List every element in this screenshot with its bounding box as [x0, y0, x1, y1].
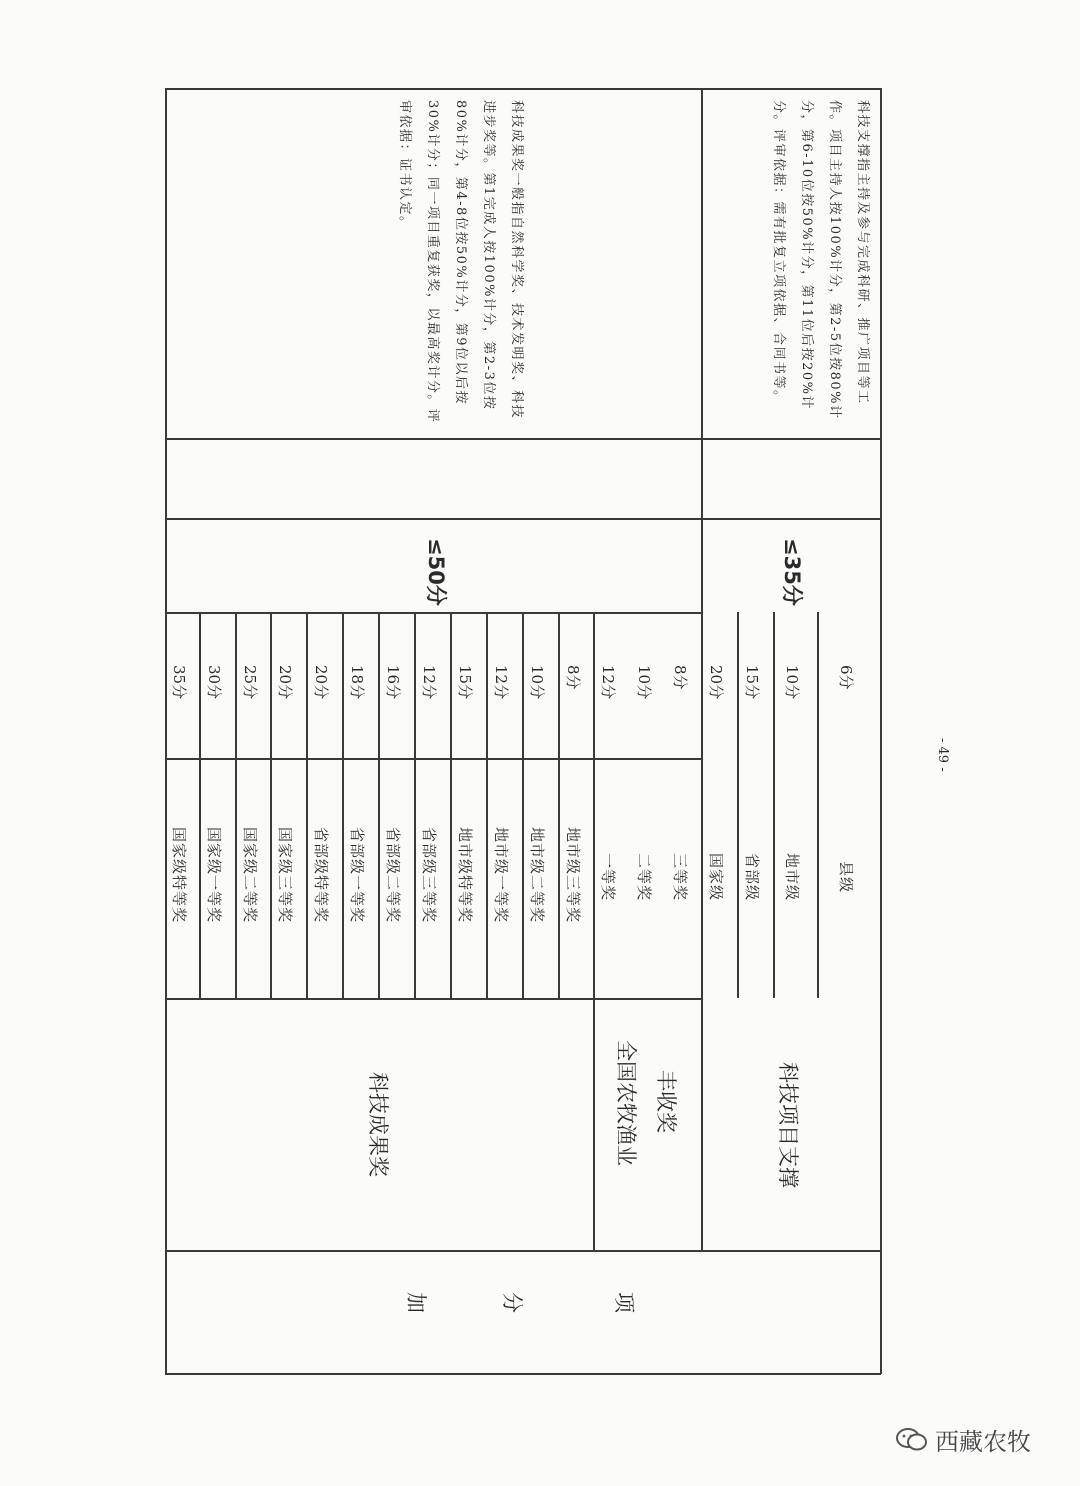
item-label: 三等奖: [671, 852, 689, 901]
item-score: 20分: [312, 665, 330, 700]
item-score: 20分: [707, 665, 725, 700]
group-name-sci-award: 科技成果奖: [366, 1072, 390, 1177]
group-name-project-support: 科技项目支撑: [776, 1062, 800, 1188]
item-label: 国家级三等奖: [276, 827, 294, 924]
item-label: 地市级特等奖: [456, 827, 474, 924]
item-score: 8分: [671, 665, 689, 690]
item-score: 15分: [456, 665, 474, 700]
page-number: - 49 -: [935, 738, 950, 772]
item-label: 地市级二等奖: [528, 827, 546, 924]
item-score: 8分: [563, 665, 582, 690]
item-score: 18分: [348, 665, 366, 700]
project-support-cap: ≤35分: [780, 538, 804, 606]
item-score: 6分: [836, 665, 855, 690]
item-score: 12分: [420, 665, 438, 700]
item-label: 省部级二等奖: [384, 827, 402, 924]
item-label: 地市级一等奖: [492, 827, 510, 924]
item-label: 国家级: [707, 852, 725, 901]
item-score: 16分: [384, 665, 402, 700]
item-label: 国家级二等奖: [240, 827, 259, 924]
section-label-1: 加: [404, 1292, 428, 1313]
item-score: 12分: [492, 665, 510, 700]
item-score: 10分: [528, 665, 546, 700]
item-label: 省部级三等奖: [420, 827, 438, 924]
section-label-2: 分: [500, 1292, 524, 1313]
item-label: 国家级特等奖: [170, 827, 188, 924]
item-score: 30分: [205, 665, 223, 700]
item-score: 15分: [743, 665, 761, 700]
item-label: 省部级一等奖: [348, 827, 366, 924]
watermark-text: 西藏农牧: [935, 1428, 1031, 1456]
sci-award-description: 科技成果奖一般指自然科学奖、技术发明奖、科技进步奖等。第1完成人按100%计分，第2-3位按80%计分，第4-8位按50%计分，第9位以后按30%计分；同一项目重复获奖，以最高奖计分。评审依据：证书认定。: [397, 100, 524, 424]
item-score: 35分: [170, 665, 188, 700]
item-label: 县级: [836, 861, 855, 894]
item-label: 二等奖: [635, 852, 653, 901]
group-name-harvest-award-line1: 全国农牧渔业: [614, 1040, 638, 1166]
item-score: 25分: [240, 665, 259, 700]
group-name-harvest-award-line2: 丰收奖: [654, 1070, 678, 1133]
item-score: 10分: [783, 665, 801, 700]
item-score: 20分: [276, 665, 294, 700]
item-label: 国家级一等奖: [205, 827, 223, 924]
item-label: 省部级: [743, 852, 761, 901]
section-label-3: 项: [612, 1292, 636, 1313]
sci-award-cap: ≤50分: [424, 538, 448, 606]
watermark: [895, 1422, 1031, 1457]
wechat-icon: [895, 1427, 929, 1453]
item-label: 省部级特等奖: [312, 827, 330, 924]
item-label: 地市级三等奖: [563, 827, 582, 924]
item-label: 一等奖: [599, 852, 617, 901]
item-score: 12分: [599, 665, 617, 700]
item-label: 地市级: [783, 852, 801, 901]
project-support-description: 科技支撑指主持及参与完成科研、推广项目等工作。项目主持人按100%计分，第2-5位按80%计分，第6-10位按50%计分，第11位后按20%计分。评审依据：需有批复立项依据、合同书等。: [771, 100, 870, 420]
item-score: 10分: [635, 665, 653, 700]
